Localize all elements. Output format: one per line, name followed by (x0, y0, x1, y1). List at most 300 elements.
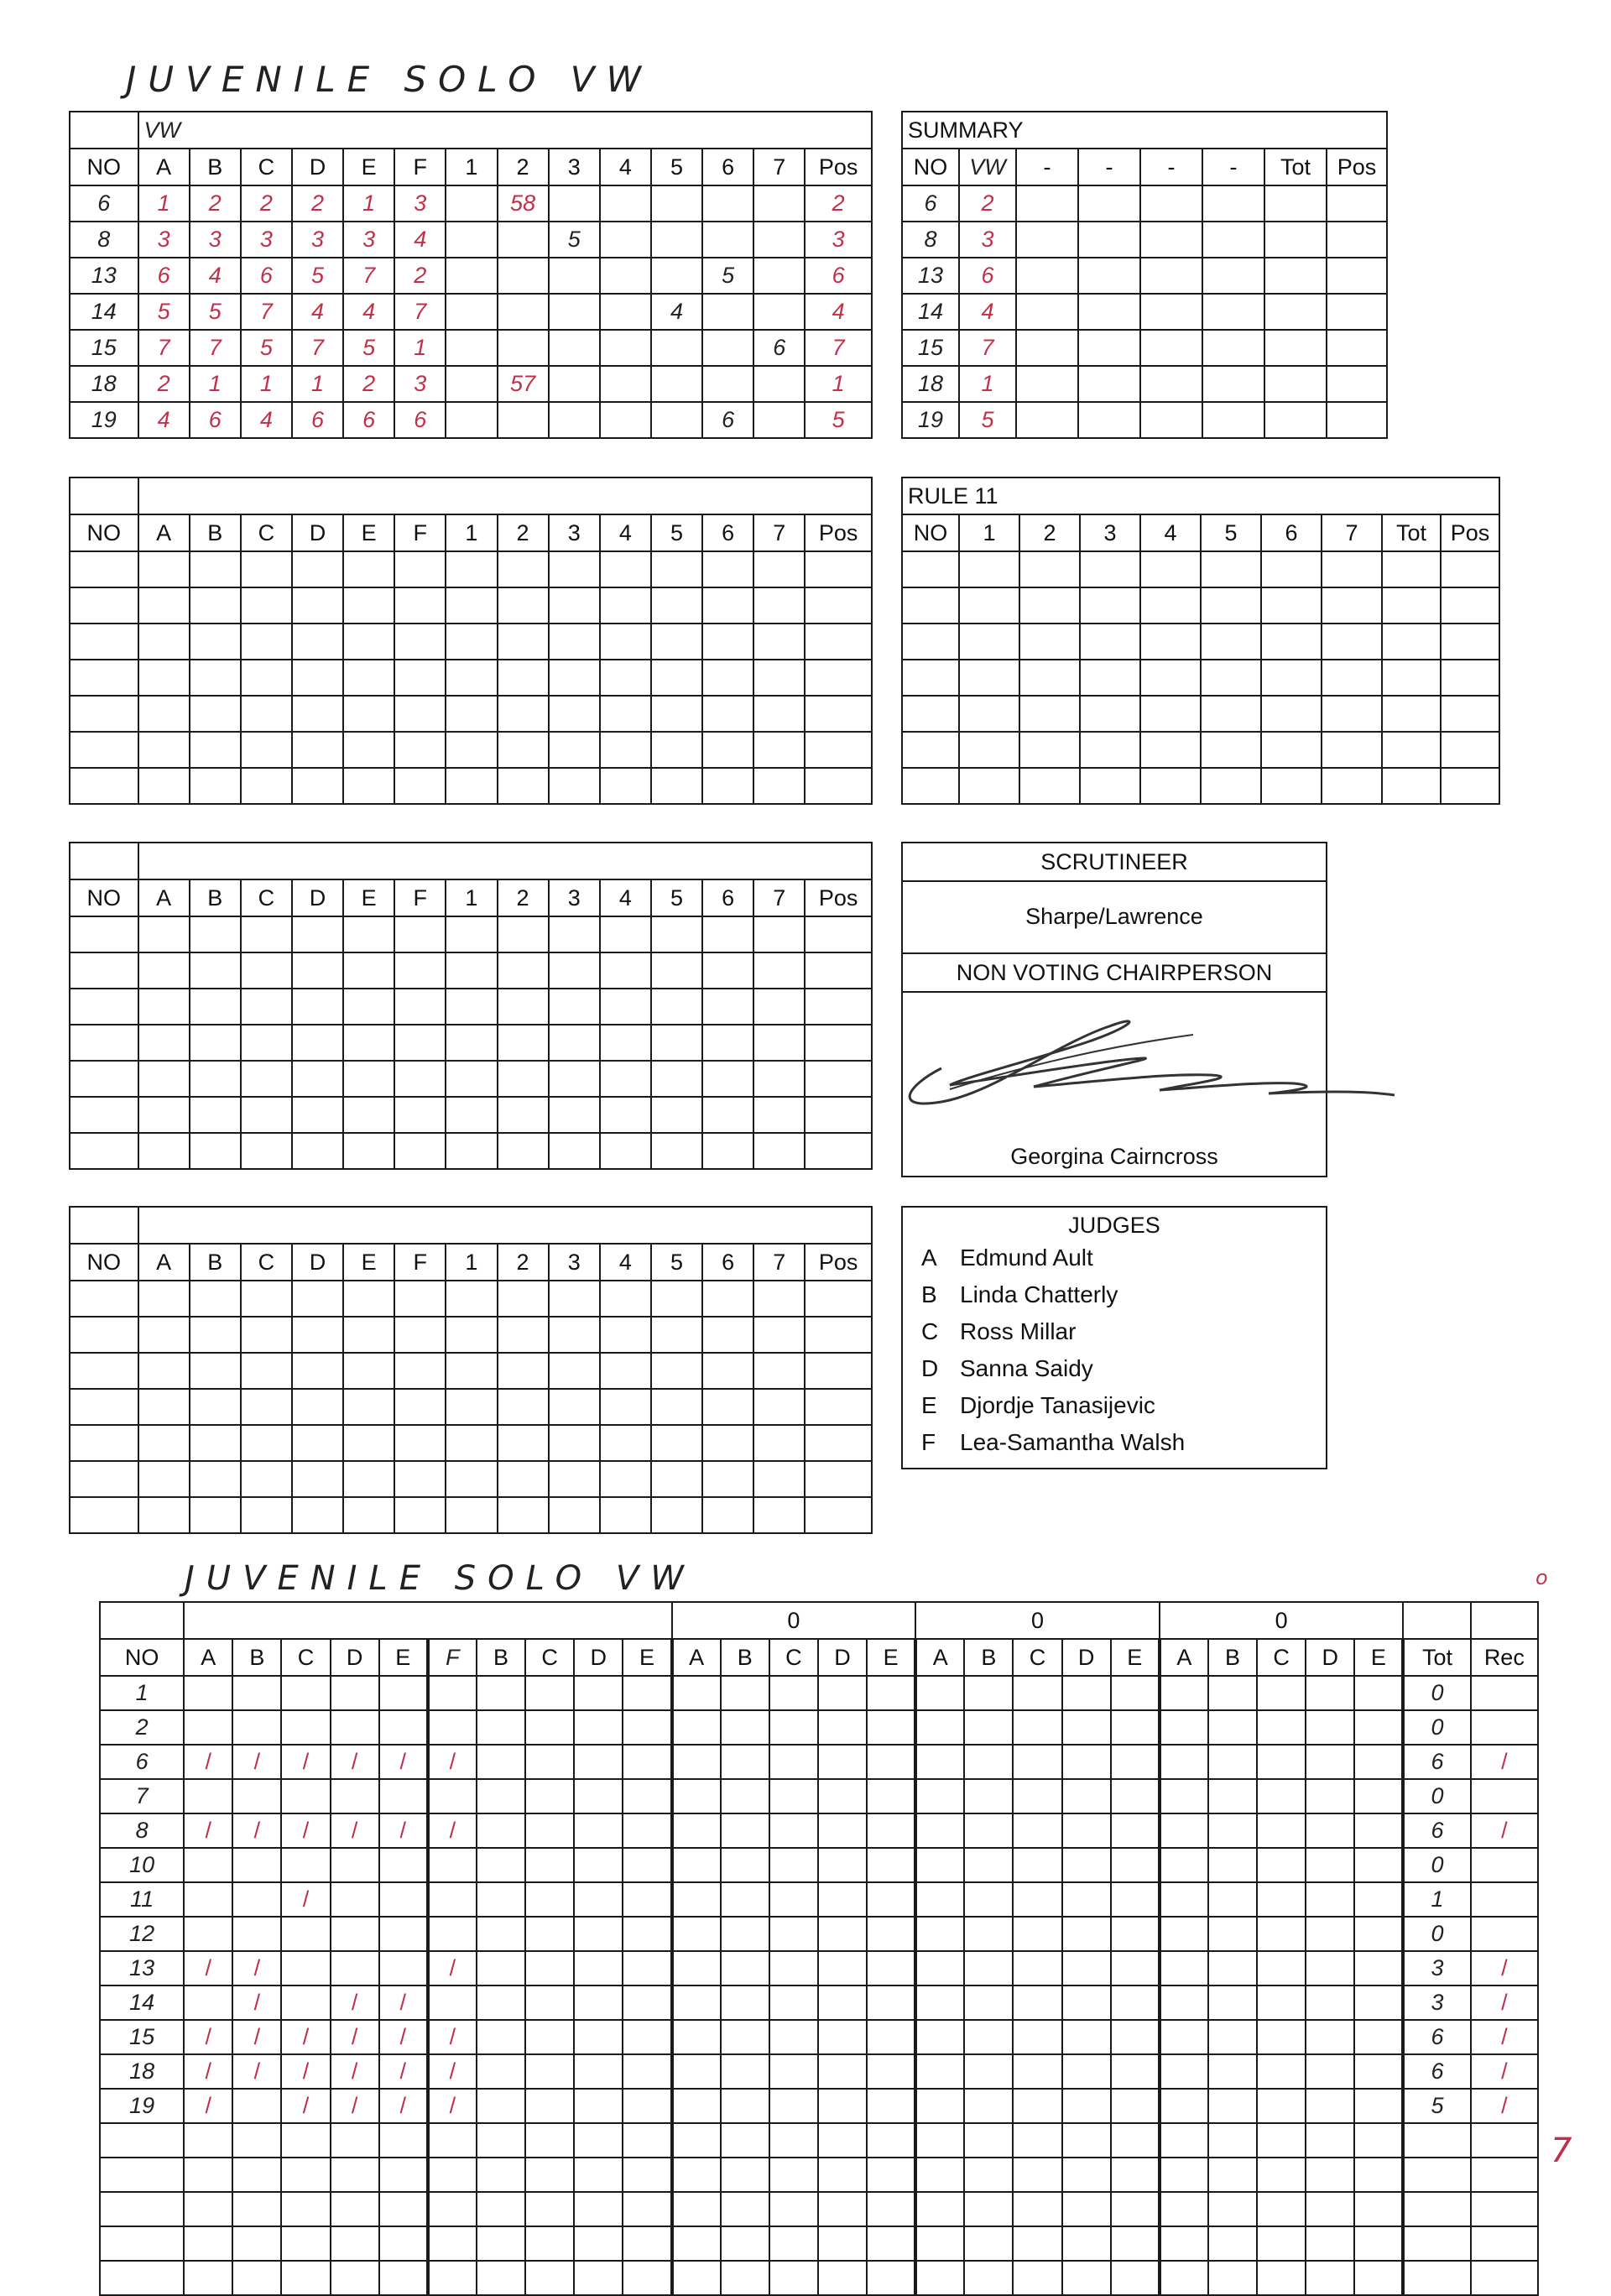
empty-cell (1016, 258, 1078, 294)
empty-cell (549, 696, 600, 732)
empty-cell (702, 1025, 753, 1061)
table-row (902, 660, 1499, 696)
recall-rec (1471, 1917, 1538, 1951)
tick-cell (623, 1917, 671, 1951)
column-header: A (138, 879, 190, 916)
empty-cell (190, 660, 241, 696)
column-header: NO (902, 514, 959, 551)
tick-cell (232, 1917, 281, 1951)
blank-cell (70, 843, 138, 879)
empty-cell (1306, 1882, 1354, 1917)
recall-no: 1 (100, 1676, 184, 1710)
column-header: A (1160, 1639, 1208, 1676)
empty-cell (867, 2192, 915, 2226)
tick-cell (525, 2192, 574, 2226)
empty-cell (1306, 2054, 1354, 2089)
empty-cell (394, 1317, 446, 1353)
empty-cell (818, 2158, 867, 2192)
header-row (70, 1244, 872, 1281)
tick-cell (525, 2020, 574, 2054)
tick-cell (428, 1676, 477, 1710)
empty-cell (446, 551, 497, 587)
empty-cell (902, 660, 959, 696)
mark-cell: 1 (292, 366, 343, 402)
empty-cell (394, 696, 446, 732)
empty-cell (1016, 222, 1078, 258)
empty-cell (394, 587, 446, 624)
empty-cell (1111, 2123, 1160, 2158)
empty-cell (753, 1025, 805, 1061)
tick-cell (281, 2192, 330, 2226)
tick-cell: / (379, 2089, 428, 2123)
column-header: B (721, 1639, 769, 1676)
empty-cell (1261, 660, 1322, 696)
column-header: 6 (1261, 514, 1322, 551)
empty-cell (1080, 624, 1140, 660)
empty-cell (1111, 1779, 1160, 1813)
empty-cell (498, 1133, 549, 1169)
column-header: E (343, 514, 394, 551)
empty-cell (964, 1710, 1013, 1745)
empty-cell (549, 660, 600, 696)
empty-cell (1160, 2054, 1208, 2089)
tick-cell (477, 1710, 525, 1745)
tick-cell (525, 2261, 574, 2295)
recall-total: 0 (1403, 1779, 1470, 1813)
recall-no (100, 2226, 184, 2261)
empty-cell (292, 551, 343, 587)
mark-cell: 57 (498, 366, 549, 402)
empty-cell (1019, 624, 1080, 660)
empty-cell (1257, 2158, 1306, 2192)
tick-cell (184, 2226, 232, 2261)
column-header: - (1016, 149, 1078, 185)
empty-cell (753, 587, 805, 624)
empty-cell (241, 624, 292, 660)
signature-icon (891, 1010, 1411, 1110)
empty-cell (600, 768, 651, 804)
table-row (100, 1676, 1538, 1710)
empty-cell (343, 768, 394, 804)
tick-cell (525, 1951, 574, 1986)
empty-cell (1078, 222, 1140, 258)
empty-cell (292, 1461, 343, 1497)
tick-cell (623, 1848, 671, 1882)
mark-cell (702, 330, 753, 366)
empty-cell (1078, 258, 1140, 294)
tick-cell (184, 1676, 232, 1710)
recall-total: 6 (1403, 1745, 1470, 1779)
empty-cell (1322, 587, 1382, 624)
tick-cell (232, 2192, 281, 2226)
mark-cell: 3 (394, 366, 446, 402)
empty-cell (818, 1779, 867, 1813)
tick-cell: / (428, 1951, 477, 1986)
empty-cell (394, 551, 446, 587)
empty-cell (1160, 1676, 1208, 1710)
empty-cell (818, 2192, 867, 2226)
mark-cell (600, 294, 651, 330)
empty-cell (805, 768, 872, 804)
mark-cell: 1 (343, 185, 394, 222)
empty-cell (964, 2020, 1013, 2054)
empty-cell (70, 1425, 138, 1461)
empty-cell (1019, 551, 1080, 587)
empty-cell (753, 916, 805, 952)
empty-cell (1013, 2089, 1061, 2123)
empty-cell (600, 1425, 651, 1461)
tick-cell (525, 2089, 574, 2123)
column-header: C (241, 149, 292, 185)
judge-name: Sanna Saidy (960, 1355, 1093, 1381)
tick-cell (623, 1745, 671, 1779)
empty-cell (651, 1461, 702, 1497)
empty-cell (1354, 1951, 1403, 1986)
tick-cell: / (428, 1813, 477, 1848)
tick-cell (379, 1848, 428, 1882)
empty-cell (1322, 732, 1382, 768)
tick-cell (477, 1986, 525, 2020)
mark-cell (702, 222, 753, 258)
title-row (902, 112, 1387, 149)
column-header: A (915, 1639, 964, 1676)
tick-cell (331, 1917, 379, 1951)
tick-cell (428, 2158, 477, 2192)
summary-vw: 5 (959, 402, 1016, 438)
empty-cell (721, 1986, 769, 2020)
empty-cell (138, 1353, 190, 1389)
empty-cell (651, 1353, 702, 1389)
recall-no: 8 (100, 1813, 184, 1848)
empty-cell (1140, 660, 1201, 696)
tick-cell (525, 1813, 574, 1848)
empty-cell (600, 1461, 651, 1497)
tick-cell: / (232, 1986, 281, 2020)
table-row (70, 696, 872, 732)
tick-cell (574, 2123, 623, 2158)
empty-cell (70, 696, 138, 732)
empty-cell (1013, 2054, 1061, 2089)
mark-cell: 7 (241, 294, 292, 330)
column-header: D (292, 514, 343, 551)
tick-cell (477, 2089, 525, 2123)
tick-cell (477, 1882, 525, 1917)
empty-cell (721, 1813, 769, 1848)
mark-cell (498, 294, 549, 330)
recall-total (1403, 2261, 1470, 2295)
group-blank (184, 1602, 671, 1639)
mark-cell: 8 (70, 222, 138, 258)
empty-cell (343, 696, 394, 732)
recall-total: 6 (1403, 2020, 1470, 2054)
empty-cell (915, 1848, 964, 1882)
tick-cell (574, 2192, 623, 2226)
empty-cell (753, 1497, 805, 1533)
empty-cell (818, 2089, 867, 2123)
empty-cell (1160, 1986, 1208, 2020)
empty-cell (1140, 768, 1201, 804)
summary-no: 6 (902, 185, 959, 222)
empty-cell (1160, 1710, 1208, 1745)
side-mark: 7 (1551, 2132, 1572, 2170)
mark-cell: 13 (70, 258, 138, 294)
tick-cell (477, 2020, 525, 2054)
column-header: D (292, 1244, 343, 1281)
empty-cell (721, 2261, 769, 2295)
empty-cell (1013, 2192, 1061, 2226)
empty-cell (1208, 2020, 1257, 2054)
mark-cell (549, 294, 600, 330)
mark-cell (702, 366, 753, 402)
recall-no (100, 2261, 184, 2295)
tick-cell (379, 2192, 428, 2226)
tick-cell (331, 1779, 379, 1813)
mark-cell: 6 (753, 330, 805, 366)
tick-cell (525, 1710, 574, 1745)
empty-cell (549, 1389, 600, 1425)
empty-cell (702, 916, 753, 952)
mark-cell (549, 185, 600, 222)
mark-cell: 4 (343, 294, 394, 330)
empty-cell (721, 2226, 769, 2261)
empty-cell (818, 2054, 867, 2089)
empty-cell (672, 1745, 721, 1779)
recall-rec: / (1471, 2020, 1538, 2054)
table-row (70, 222, 872, 258)
empty-cell (343, 551, 394, 587)
tick-cell (477, 1951, 525, 1986)
empty-cell (498, 587, 549, 624)
empty-cell (769, 2054, 818, 2089)
table-row (100, 2158, 1538, 2192)
recall-rec: / (1471, 1986, 1538, 2020)
mark-cell: 4 (190, 258, 241, 294)
tick-cell (477, 1848, 525, 1882)
empty-cell (1016, 330, 1078, 366)
empty-cell (1062, 1848, 1111, 1882)
empty-cell (70, 660, 138, 696)
empty-cell (1111, 2054, 1160, 2089)
summary-title: SUMMARY (902, 112, 1387, 149)
empty-cell (651, 768, 702, 804)
empty-cell (805, 660, 872, 696)
mark-cell: 1 (394, 330, 446, 366)
empty-cell (651, 587, 702, 624)
empty-cell (1441, 768, 1499, 804)
tick-cell (574, 2020, 623, 2054)
empty-cell (902, 551, 959, 587)
empty-cell (343, 1061, 394, 1097)
empty-cell (915, 1779, 964, 1813)
column-header: 7 (1322, 514, 1382, 551)
empty-cell (138, 1389, 190, 1425)
mark-cell: 3 (343, 222, 394, 258)
empty-cell (1160, 2192, 1208, 2226)
empty-cell (753, 1317, 805, 1353)
empty-cell (805, 732, 872, 768)
empty-cell (753, 732, 805, 768)
empty-cell (769, 1986, 818, 2020)
empty-cell (138, 1097, 190, 1133)
mark-cell: 2 (394, 258, 446, 294)
empty-cell (818, 1986, 867, 2020)
column-header: B (232, 1639, 281, 1676)
empty-cell (818, 1917, 867, 1951)
empty-cell (190, 1281, 241, 1317)
summary-vw: 4 (959, 294, 1016, 330)
empty-cell (805, 1133, 872, 1169)
empty-cell (549, 551, 600, 587)
tick-cell (477, 2123, 525, 2158)
empty-cell (805, 916, 872, 952)
blank-cell (100, 1602, 184, 1639)
table-row (70, 1025, 872, 1061)
column-header: D (331, 1639, 379, 1676)
mark-cell: 3 (138, 222, 190, 258)
recall-total (1403, 2226, 1470, 2261)
empty-cell (446, 1281, 497, 1317)
recall-rec (1471, 2261, 1538, 2295)
tick-cell (331, 1676, 379, 1710)
empty-cell (1208, 2226, 1257, 2261)
empty-cell (915, 2054, 964, 2089)
tick-cell (623, 2123, 671, 2158)
tick-cell: / (232, 2020, 281, 2054)
empty-cell (672, 2089, 721, 2123)
tick-cell (379, 1917, 428, 1951)
empty-cell (915, 1951, 964, 1986)
empty-cell (1016, 402, 1078, 438)
tick-cell (281, 1779, 330, 1813)
column-header: 5 (651, 1244, 702, 1281)
empty-cell (138, 1025, 190, 1061)
empty-cell (343, 1097, 394, 1133)
empty-cell (867, 2123, 915, 2158)
empty-cell (753, 1353, 805, 1389)
empty-cell (70, 1281, 138, 1317)
table-row (902, 185, 1387, 222)
empty-cell (915, 2123, 964, 2158)
judges-box (901, 1206, 1327, 1469)
recall-no: 11 (100, 1882, 184, 1917)
recall-no (100, 2123, 184, 2158)
empty-cell (651, 1497, 702, 1533)
tick-cell (379, 1676, 428, 1710)
table-row (70, 551, 872, 587)
tick-cell: / (379, 1745, 428, 1779)
empty-cell (672, 1710, 721, 1745)
empty-cell (1441, 551, 1499, 587)
column-header: 7 (753, 514, 805, 551)
empty-cell (446, 1097, 497, 1133)
tick-cell (281, 1986, 330, 2020)
empty-cell (867, 1882, 915, 1917)
empty-cell (1327, 294, 1387, 330)
tick-cell (379, 2123, 428, 2158)
mark-cell: 4 (241, 402, 292, 438)
empty-cell (702, 1497, 753, 1533)
group-zero-cell: 0 (915, 1602, 1160, 1639)
column-header: 5 (651, 514, 702, 551)
empty-cell (805, 1281, 872, 1317)
mark-cell: 1 (190, 366, 241, 402)
empty-cell (1264, 366, 1327, 402)
empty-cell (70, 587, 138, 624)
empty-cell (1201, 768, 1261, 804)
empty-cell (805, 1461, 872, 1497)
mark-cell (446, 185, 497, 222)
column-header: 3 (549, 879, 600, 916)
tick-cell: / (379, 1986, 428, 2020)
mark-cell: 4 (138, 402, 190, 438)
title-row (70, 112, 872, 149)
empty-cell (190, 696, 241, 732)
tick-cell (379, 1951, 428, 1986)
empty-cell (241, 551, 292, 587)
tick-cell: / (184, 1813, 232, 1848)
empty-cell (446, 1025, 497, 1061)
empty-cell (1257, 1745, 1306, 1779)
tick-cell (525, 2054, 574, 2089)
column-header: NO (70, 1244, 138, 1281)
column-header: - (1078, 149, 1140, 185)
empty-cell (394, 1353, 446, 1389)
empty-cell (867, 1813, 915, 1848)
empty-cell (241, 916, 292, 952)
column-header: Pos (805, 149, 872, 185)
empty-cell (1354, 1848, 1403, 1882)
empty-cell (549, 624, 600, 660)
column-header: 1 (446, 1244, 497, 1281)
empty-cell (498, 696, 549, 732)
tick-cell (232, 2089, 281, 2123)
empty-cell (672, 1951, 721, 1986)
mark-cell: 5 (805, 402, 872, 438)
empty-cell (818, 1882, 867, 1917)
judge-row (921, 1355, 1093, 1382)
empty-cell (292, 1497, 343, 1533)
summary-no: 18 (902, 366, 959, 402)
empty-cell (1062, 1710, 1111, 1745)
empty-cell (1306, 2226, 1354, 2261)
summary-no: 14 (902, 294, 959, 330)
empty-cell (1306, 1986, 1354, 2020)
empty-cell (70, 551, 138, 587)
empty-cell (138, 768, 190, 804)
empty-cell (1306, 1848, 1354, 1882)
empty-cell (446, 696, 497, 732)
table-row (70, 185, 872, 222)
empty-cell (1257, 2020, 1306, 2054)
empty-cell (600, 1497, 651, 1533)
empty-cell (964, 1917, 1013, 1951)
empty-cell (1062, 1676, 1111, 1710)
mark-cell (600, 402, 651, 438)
empty-cell (1160, 1951, 1208, 1986)
tick-cell (379, 2226, 428, 2261)
mark-cell: 14 (70, 294, 138, 330)
empty-cell (964, 2192, 1013, 2226)
empty-cell (1111, 2226, 1160, 2261)
table-row (70, 1497, 872, 1533)
column-header: C (241, 879, 292, 916)
tick-cell (331, 2226, 379, 2261)
empty-cell (672, 1986, 721, 2020)
tick-cell: / (281, 2020, 330, 2054)
mark-cell (446, 258, 497, 294)
mark-cell (702, 185, 753, 222)
empty-cell (1078, 330, 1140, 366)
